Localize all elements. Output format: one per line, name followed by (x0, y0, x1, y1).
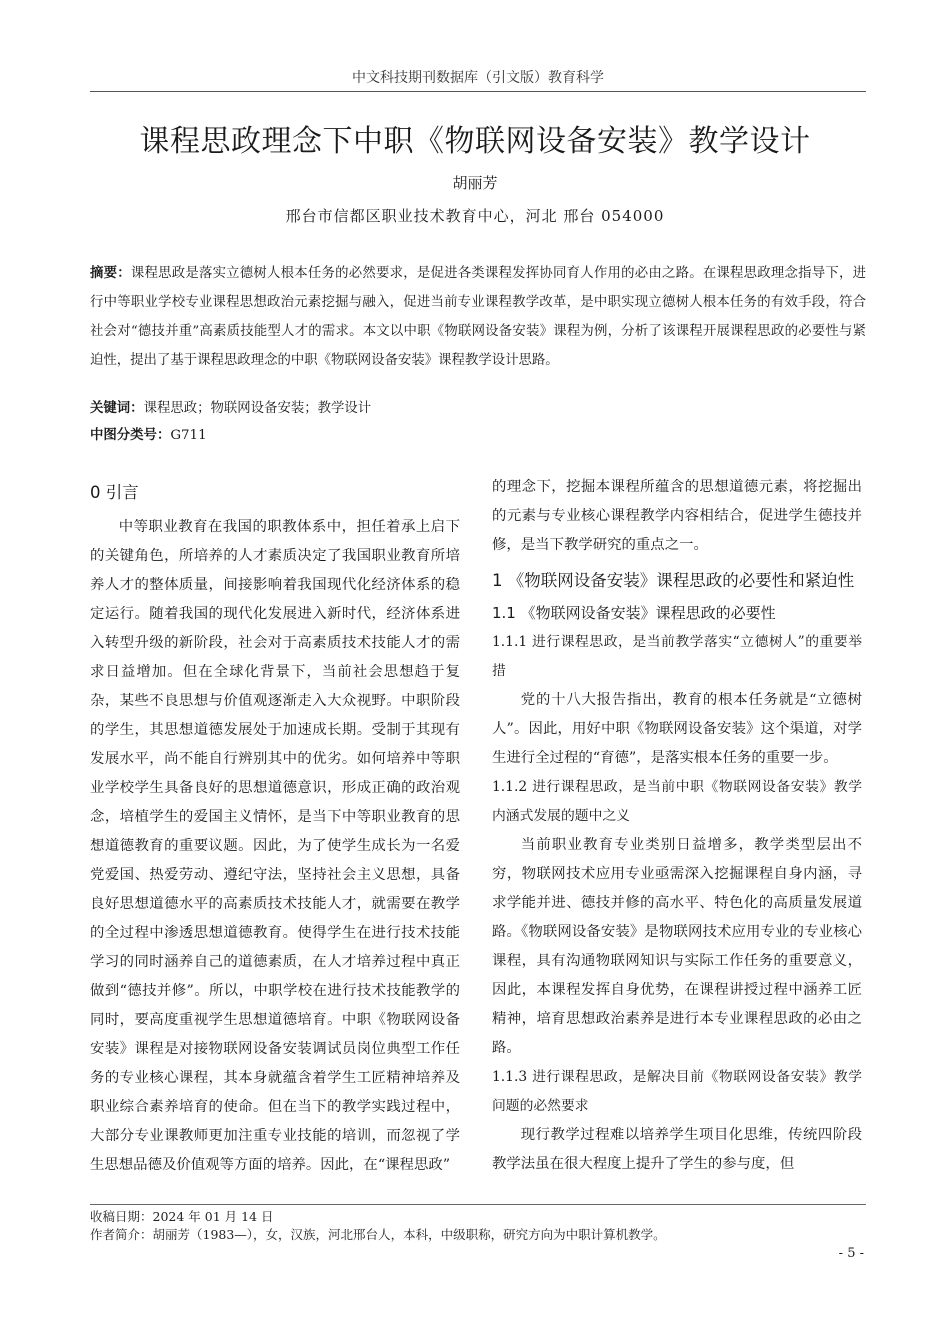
section-1-1-2-paragraph: 当前职业教育专业类别日益增多，教学类型层出不穷，物联网技术应用专业亟需深入挖掘课程自身内涵，寻求学能并进、德技并修的高水平、特色化的高质量发展道路。《物联网设备安装》是物联网技术应用专业的专业核心课程，具有沟通物联网知识与实际工作任务的重要意义，因此，本课程发挥自身优势，在课程讲授过程中涵养工匠精神，培育思想政治素养是进行本专业课程思政的必由之路。 (492, 837, 862, 1056)
right-column (492, 473, 862, 1179)
section-1-1-heading: 1.1 《物联网设备安装》课程思政的必要性 (492, 604, 776, 622)
section-1-1-3-heading: 1.1.3 进行课程思政，是解决目前《物联网设备安装》教学问题的必然要求 (492, 1069, 862, 1114)
section-0-heading: 0 引言 (90, 483, 139, 502)
article-title: 课程思政理念下中职《物联网设备安装》教学设计 (139, 124, 811, 159)
clc-label: 中图分类号： (90, 428, 171, 443)
abstract (90, 259, 866, 375)
footnote-rule (90, 1204, 866, 1205)
section-0-paragraph: 中等职业教育在我国的职教体系中，担任着承上启下的关键角色，所培养的人才素质决定了我国职业教育所培养人才的整体质量，间接影响着我国现代化经济体系的稳定运行。随着我国的现代化发展进入新时代，经济体系进入转型升级的新阶段，社会对于高素质技术技能人才的需求日益增加。但在全球化背景下，当前社会思想趋于复杂，某些不良思想与价值观逐渐走入大众视野。中职阶段的学生，其思想道德发展处于加速成长期。受制于其现有发展水平，尚不能自行辨别其中的优劣。如何培养中等职业学校学生具备良好的思想道德意识，形成正确的政治观念，培植学生的爱国主义情怀，是当下中等职业教育的思想道德教育的重要议题。因此，为了使学生成长为一名爱党爱国、热爱劳动、遵纪守法，坚持社会主义思想，具备良好思想道德水平的高素质技术技能人才，就需要在教学的全过程中渗透思想道德教育。使得学生在进行技术技能学习的同时涵养自己的道德素质，在人才培养过程中真正做到“德技并修”。所以，中职学校在进行技术技能教学的同时，要高度重视学生思想道德培育。中职《物联网设备安装》课程是对接物联网设备安装调试员岗位典型工作任务的专业核心课程，其本身就蕴含着学生工匠精神培养及职业综合素养培育的使命。但在当下的教学实践过程中，大部分专业课教师更加注重专业技能的培训，而忽视了学生思想品德及价值观等方面的培养。因此，在“课程思政” (90, 519, 460, 1173)
header-rule (90, 91, 866, 92)
page-number: - 5 - (838, 1246, 864, 1261)
keywords-text: 课程思政；物联网设备安装；教学设计 (143, 401, 372, 416)
left-column (90, 478, 460, 1180)
footnote-received: 收稿日期：2024 年 01 月 14 日 (90, 1209, 274, 1224)
keywords-label: 关键词： (90, 401, 144, 416)
section-1-heading: 1 《物联网设备安装》课程思政的必要性和紧迫性 (492, 571, 855, 590)
keywords (90, 394, 866, 423)
article-affiliation: 邢台市信都区职业技术教育中心，河北 邢台 054000 (285, 207, 665, 225)
section-1-1-3-paragraph: 现行教学过程难以培养学生项目化思维，传统四阶段教学法虽在很大程度上提升了学生的参与度，但 (492, 1127, 862, 1172)
section-1-1-1-heading: 1.1.1 进行课程思政，是当前教学落实“立德树人”的重要举措 (492, 634, 862, 679)
classification (90, 421, 866, 450)
section-1-1-1-paragraph: 党的十八大报告指出，教育的根本任务就是“立德树人”。因此，用好中职《物联网设备安装》这个渠道，对学生进行全过程的“育德”，是落实根本任务的重要一步。 (492, 692, 862, 766)
footnote-author-bio: 作者简介：胡丽芳（1983—），女，汉族，河北邢台人，本科，中级职称，研究方向为中职计算机教学。 (90, 1227, 666, 1242)
journal-header: 中文科技期刊数据库（引文版）教育科学 (352, 70, 604, 86)
section-0-paragraph-continued: 的理念下，挖掘本课程所蕴含的思想道德元素，将挖掘出的元素与专业核心课程教学内容相结合，促进学生德技并修，是当下教学研究的重点之一。 (492, 479, 862, 553)
article-author: 胡丽芳 (452, 174, 498, 192)
abstract-label: 摘要： (90, 266, 131, 281)
abstract-text: 课程思政是落实立德树人根本任务的必然要求，是促进各类课程发挥协同育人作用的必由之路。在课程思政理念指导下，进行中等职业学校专业课程思想政治元素挖掘与融入，促进当前专业课程教学改革，是中职实现立德树人根本任务的有效手段，符合社会对“德技并重”高素质技能型人才的需求。本文以中职《物联网设备安装》课程为例，分析了该课程开展课程思政的必要性与紧迫性，提出了基于课程思政理念的中职《物联网设备安装》课程教学设计思路。 (90, 266, 867, 368)
clc-text: G711 (170, 428, 207, 443)
section-1-1-2-heading: 1.1.2 进行课程思政，是当前中职《物联网设备安装》教学内涵式发展的题中之义 (492, 779, 862, 824)
